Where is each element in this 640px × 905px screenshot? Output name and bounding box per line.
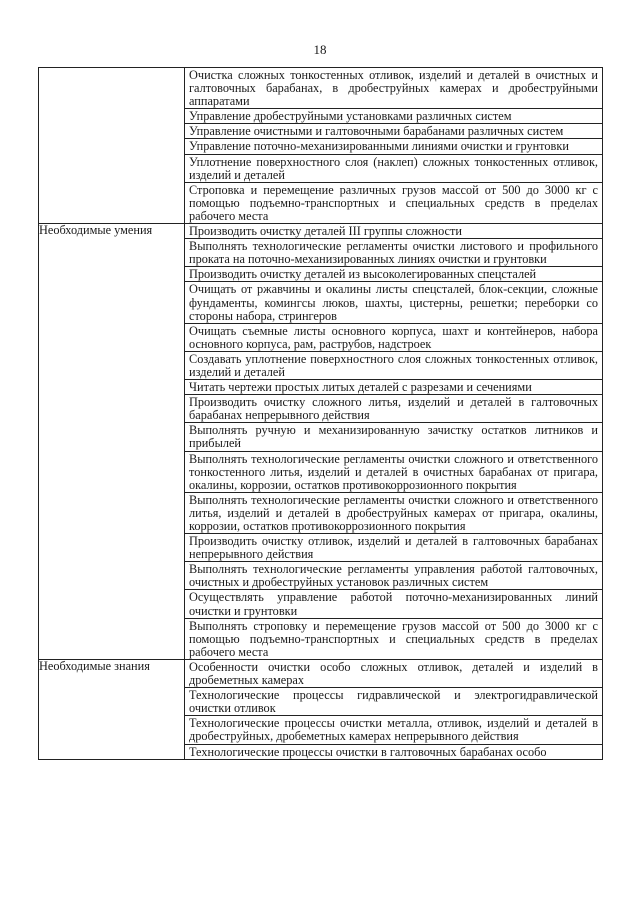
list-item: Производить очистку сложного литья, изделий и деталей в галтовочных барабанах непрерывного действия (185, 395, 602, 423)
section-items (185, 224, 603, 660)
section-label-knowledge: Необходимые знания (39, 659, 185, 759)
list-item: Очистка сложных тонкостенных отливок, изделий и деталей в очистных и галтовочных барабанах, в дробеструйных камерах и дробеструйными аппаратами (185, 68, 602, 109)
list-item: Производить очистку деталей из высоколегированных спецсталей (185, 267, 602, 282)
list-item: Выполнять строповку и перемещение грузов массой от 500 до 3000 кг с помощью подъемно-транспортных и специальных средств в пределах рабочего места (189, 618, 598, 659)
list-item: Очищать съемные листы основного корпуса, шахт и контейнеров, набора основного корпуса, рам, раструбов, надстроек (185, 324, 602, 352)
list-item: Производить очистку деталей III группы сложности (185, 224, 602, 239)
list-item: Выполнять технологические регламенты очистки листового и профильного проката на поточно-механизированных линиях очистки и грунтовки (185, 239, 602, 267)
list-item: Выполнять технологические регламенты очистки сложного и ответственного литья, изделий и деталей в дробеструйных камерах от пригара, окалины, коррозии, остатков противокоррозионного покрытия (185, 493, 602, 534)
list-item: Особенности очистки особо сложных отливок, деталей и изделий в дробеметных камерах (185, 660, 602, 688)
list-item: Выполнять технологические регламенты очистки сложного и ответственного тонкостенного литья, изделий и деталей в очистных барабанах от пригара, окалины, коррозии, остатков противокоррозионного покрытия (185, 452, 602, 493)
section-items (185, 68, 603, 224)
section-row-knowledge (39, 659, 603, 759)
list-item: Управление дробеструйными установками различных систем (185, 109, 602, 124)
section-row-skills (39, 224, 603, 660)
list-item: Производить очистку отливок, изделий и деталей в галтовочных барабанах непрерывного действия (185, 534, 602, 562)
list-item: Уплотнение поверхностного слоя (наклеп) сложных тонкостенных отливок, изделий и деталей (185, 155, 602, 183)
list-item: Управление поточно-механизированными линиями очистки и грунтовки (185, 139, 602, 154)
list-item: Строповка и перемещение различных грузов массой от 500 до 3000 кг с помощью подъемно-транспортных и специальных средств в пределах рабочего места (189, 182, 598, 223)
list-item: Технологические процессы очистки металла, отливок, изделий и деталей в дробеструйных, дробеметных камерах непрерывного действия (185, 716, 602, 744)
list-item: Выполнять ручную и механизированную зачистку остатков литников и прибылей (185, 423, 602, 451)
page-number: 18 (313, 42, 327, 57)
list-item: Выполнять технологические регламенты управления работой галтовочных, очистных и дробеструйных установок различных систем (185, 562, 602, 590)
list-item: Очищать от ржавчины и окалины листы спецсталей, блок-секции, сложные фундаменты, комингсы люков, шахты, цистерны, решетки; переборки со стороны набора, стрингеров (185, 282, 602, 323)
list-item: Читать чертежи простых литых деталей с разрезами и сечениями (185, 380, 602, 395)
section-label (39, 68, 185, 224)
list-item: Осуществлять управление работой поточно-механизированных линий очистки и грунтовки (185, 590, 602, 618)
section-items (185, 659, 603, 759)
section-row-continuation (39, 68, 603, 224)
list-item: Управление очистными и галтовочными барабанами различных систем (185, 124, 602, 139)
list-item: Создавать уплотнение поверхностного слоя сложных тонкостенных отливок, изделий и деталей (185, 352, 602, 380)
qualification-table (38, 67, 603, 760)
list-item: Технологические процессы очистки в галтовочных барабанах особо (189, 744, 547, 759)
list-item: Технологические процессы гидравлической и электрогидравлической очистки отливок (185, 688, 602, 716)
section-label-skills: Необходимые умения (39, 224, 185, 660)
